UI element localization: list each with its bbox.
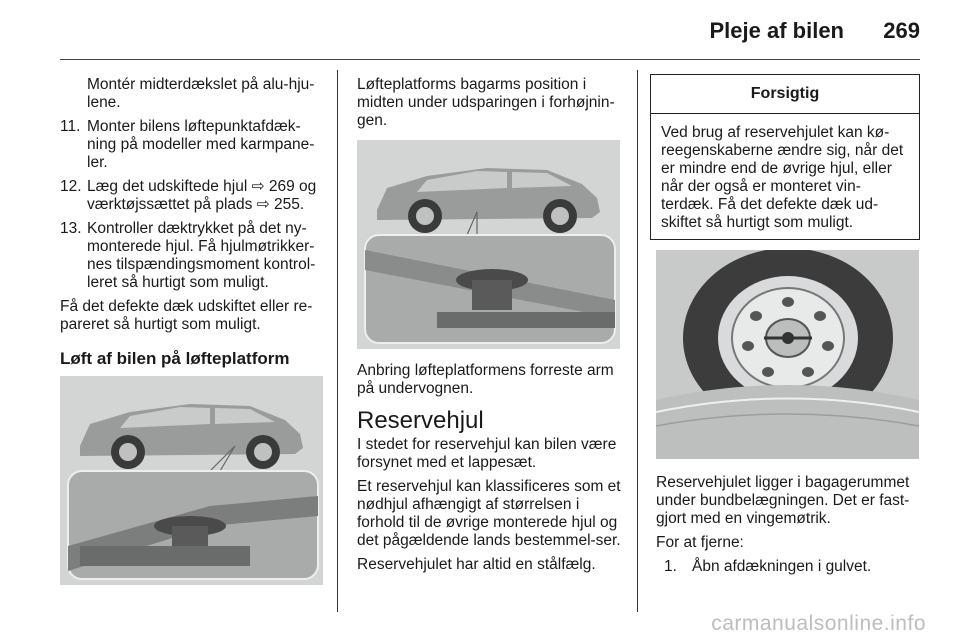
column-1 bbox=[60, 76, 326, 382]
figure-spare-wheel bbox=[656, 250, 919, 459]
column-divider-1 bbox=[337, 70, 338, 612]
item-number: 13. bbox=[60, 220, 82, 237]
paragraph: Reservehjulet ligger i bagagerummet under bundbelægningen. Det er fast-gjort med en vingemøtrik. bbox=[656, 474, 910, 527]
caution-title: Forsigtig bbox=[651, 75, 919, 114]
caution-text: Ved brug af reservehjulet kan kø-reegenskaberne ændre sig, når det er mindre end de øvrige hjul, eller når der også er monteret vin-terdæk. Få det defekte dæk ud-skiftet så hurtigt som muligt. bbox=[661, 124, 904, 231]
section-heading-lift: Løft af bilen på løfteplatform bbox=[60, 349, 290, 368]
item-number: 11. bbox=[60, 118, 81, 135]
paragraph: I stedet for reservehjul kan bilen være forsynet med et lappesæt. bbox=[357, 436, 617, 471]
list-item bbox=[60, 118, 326, 172]
column-divider-2 bbox=[637, 70, 638, 612]
page-header-title: Pleje af bilen bbox=[709, 18, 844, 43]
caution-box bbox=[650, 74, 920, 240]
paragraph: Anbring løfteplatformens forreste arm på undervognen. bbox=[357, 362, 614, 397]
header-divider bbox=[60, 59, 920, 60]
column-2 bbox=[357, 76, 625, 136]
item-text: Læg det udskiftede hjul ⇨ 269 og værktøjssættet på plads ⇨ 255. bbox=[87, 178, 317, 213]
continued-step-text: Montér midterdækslet på alu-hju-lene. bbox=[87, 76, 315, 111]
list-item bbox=[664, 558, 924, 576]
paragraph: Få det defekte dæk udskiftet eller re-pareret så hurtigt som muligt. bbox=[60, 298, 313, 333]
column-3-lower bbox=[656, 474, 924, 582]
figure-car-on-lift bbox=[60, 376, 323, 585]
item-text: Kontroller dæktrykket på det ny-monterede hjul. Få hjulmøtrikker-nes tilspændingsmoment kontrol-leret så hurtigt som muligt. bbox=[87, 220, 316, 291]
watermark: carmanualsonline.info bbox=[711, 612, 926, 635]
page-number: 269 bbox=[883, 18, 920, 43]
section-heading-spare-wheel: Reservehjul bbox=[357, 407, 484, 434]
item-text: Monter bilens løftepunktafdæk-ning på modeller med karmpane-ler. bbox=[87, 118, 315, 171]
paragraph: Løfteplatforms bagarms position i midten under udsparingen i forhøjnin-gen. bbox=[357, 76, 615, 129]
paragraph: Et reservehjul kan klassificeres som et nødhjul afhængigt af størrelsen i forhold til de øvrige monterede hjul og det pågældende lands bestemmel-ser. bbox=[357, 478, 621, 549]
paragraph: For at fjerne: bbox=[656, 534, 744, 551]
figure-lift-arm-position bbox=[357, 140, 620, 349]
item-number: 1. bbox=[664, 558, 677, 575]
paragraph: Reservehjulet har altid en stålfælg. bbox=[357, 556, 596, 573]
list-item bbox=[60, 178, 326, 214]
item-text: Åbn afdækningen i gulvet. bbox=[692, 558, 872, 575]
list-item bbox=[60, 220, 326, 292]
item-number: 12. bbox=[60, 178, 82, 195]
column-2-lower bbox=[357, 362, 625, 580]
